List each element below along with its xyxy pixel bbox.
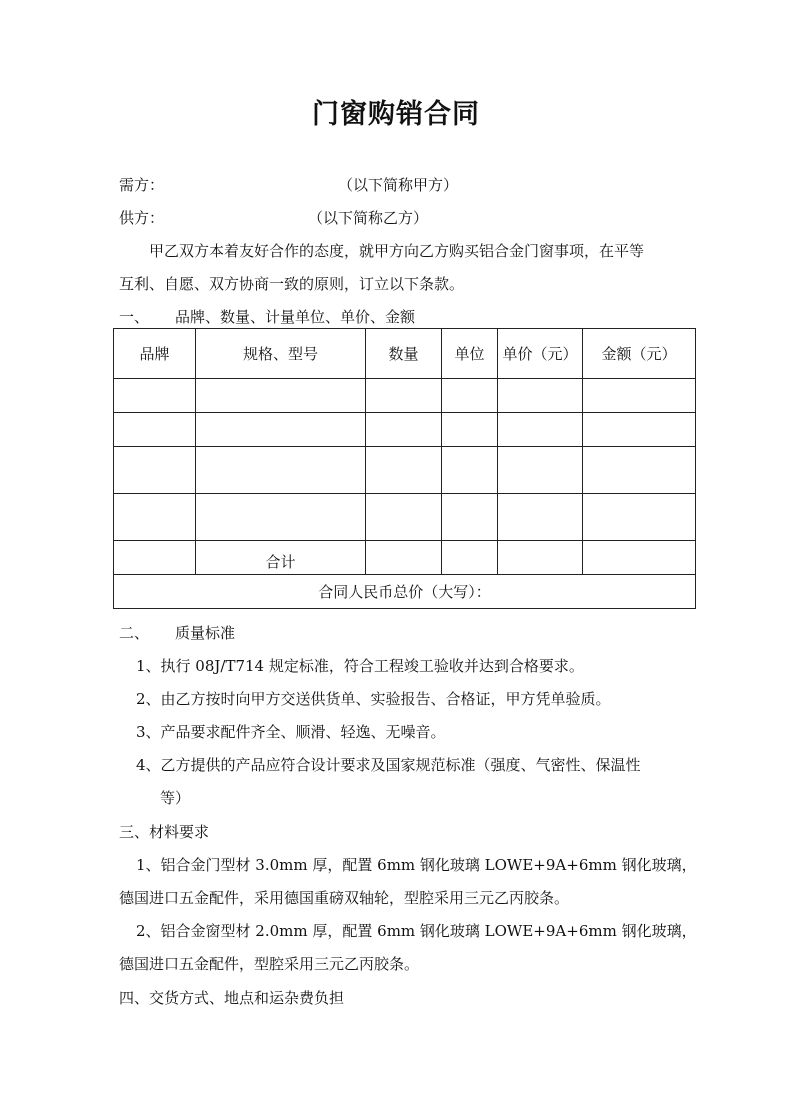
header-spec: 规格、型号 (196, 329, 366, 379)
table-cell (114, 447, 196, 494)
quality-item-4-continued: 等） (160, 789, 191, 807)
section-1-heading (119, 306, 415, 327)
table-cell (196, 413, 366, 447)
table-cell (366, 447, 442, 494)
header-unit: 单位 (442, 329, 498, 379)
table-cell (442, 541, 498, 575)
header-brand: 品牌 (114, 329, 196, 379)
table-cell (196, 494, 366, 541)
table-cell (498, 541, 583, 575)
seller-label: 供方： (119, 209, 165, 227)
table-cell (442, 379, 498, 413)
table-cell (114, 413, 196, 447)
document-title: 门窗购销合同 (312, 99, 480, 130)
table-row (114, 447, 696, 494)
section-1-title: 品牌、数量、计量单位、单价、金额 (175, 308, 416, 326)
buyer-label: 需方： (119, 176, 165, 194)
table-cell (583, 413, 696, 447)
table-cell (114, 494, 196, 541)
table-cell (498, 413, 583, 447)
subtotal-label: 合计 (196, 541, 366, 575)
total-label: 合同人民币总价（大写）： (114, 575, 696, 609)
section-3-heading: 三、材料要求 (119, 823, 210, 841)
section-2-number: 二、 (119, 624, 150, 642)
goods-table (113, 328, 696, 609)
table-cell (366, 379, 442, 413)
quality-item-3: 3、产品要求配件齐全、顺滑、轻逸、无噪音。 (136, 723, 446, 741)
quality-item-4: 4、乙方提供的产品应符合设计要求及国家规范标准（强度、气密性、保温性 (136, 756, 641, 774)
seller-note: （以下简称乙方） (308, 209, 429, 227)
header-amount: 金额（元） (583, 329, 696, 379)
table-row (114, 379, 696, 413)
table-cell (114, 379, 196, 413)
material-item-2-line-1: 2、铝合金窗型材 2.0mm 厚，配置 6mm 钢化玻璃 LOWE+9A+6mm 钢化玻璃， (136, 922, 697, 940)
section-1-number: 一、 (119, 308, 150, 326)
table-cell (114, 541, 196, 575)
section-2-heading (119, 622, 235, 643)
table-cell (583, 447, 696, 494)
table-cell (498, 379, 583, 413)
table-header-row (114, 329, 696, 379)
table-row (114, 494, 696, 541)
table-cell (442, 447, 498, 494)
table-row (114, 413, 696, 447)
intro-line-1: 甲乙双方本着友好合作的态度，就甲方向乙方购买铝合金门窗事项，在平等 (149, 242, 645, 260)
quality-item-2: 2、由乙方按时向甲方交送供货单、实验报告、合格证，甲方凭单验质。 (136, 690, 611, 708)
table-cell (442, 494, 498, 541)
section-4-heading: 四、交货方式、地点和运杂费负担 (119, 989, 345, 1007)
total-row (114, 575, 696, 609)
header-unit-price: 单价（元） (498, 329, 583, 379)
material-item-1-line-1: 1、铝合金门型材 3.0mm 厚，配置 6mm 钢化玻璃 LOWE+9A+6mm 钢化玻璃， (136, 856, 697, 874)
table-cell (498, 494, 583, 541)
section-2-title: 质量标准 (175, 624, 236, 642)
quality-item-1: 1、执行 08J/T714 规定标准，符合工程竣工验收并达到合格要求。 (136, 657, 584, 675)
intro-line-2: 互利、自愿、双方协商一致的原则，订立以下条款。 (119, 275, 465, 293)
subtotal-row (114, 541, 696, 575)
header-quantity: 数量 (366, 329, 442, 379)
table-cell (498, 447, 583, 494)
table-cell (583, 494, 696, 541)
material-item-1-line-2: 德国进口五金配件，采用德国重磅双轴轮，型腔采用三元乙丙胶条。 (119, 889, 570, 907)
buyer-note: （以下简称甲方） (338, 176, 459, 194)
table-cell (366, 541, 442, 575)
material-item-2-line-2: 德国进口五金配件，型腔采用三元乙丙胶条。 (119, 955, 420, 973)
table-cell (583, 541, 696, 575)
table-cell (366, 494, 442, 541)
table-cell (196, 447, 366, 494)
table-cell (442, 413, 498, 447)
table-cell (366, 413, 442, 447)
table-cell (583, 379, 696, 413)
table-cell (196, 379, 366, 413)
